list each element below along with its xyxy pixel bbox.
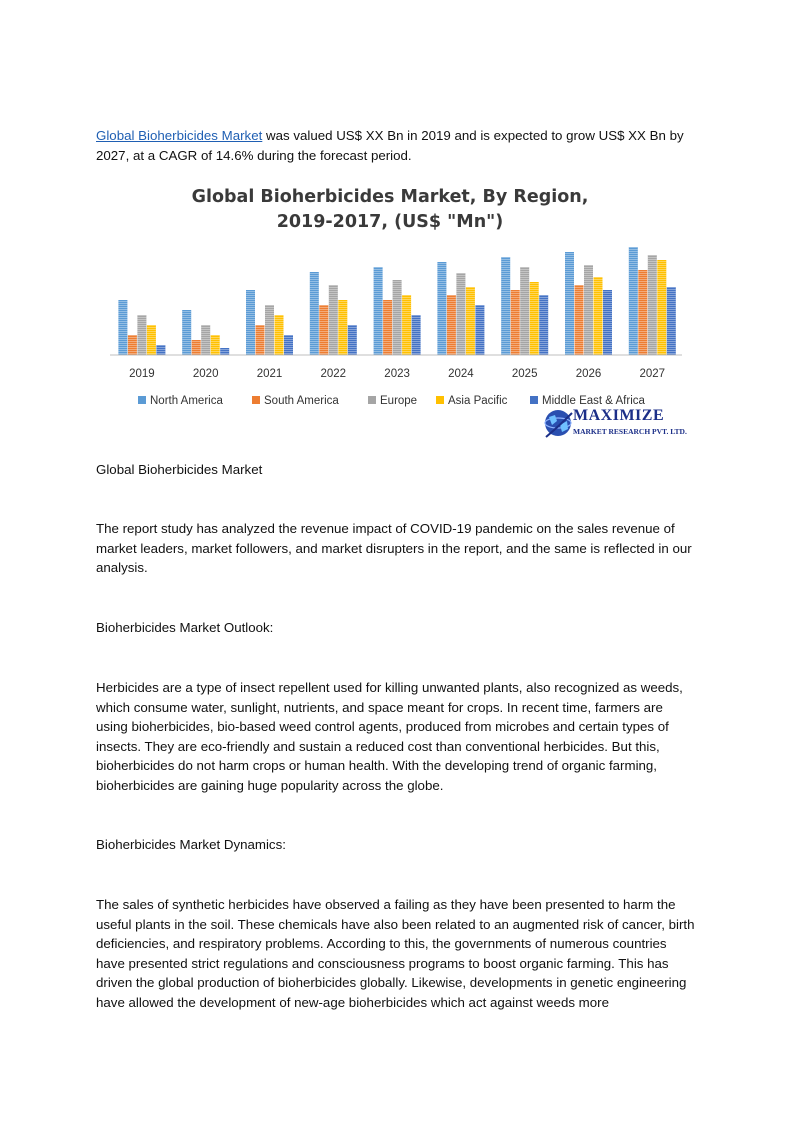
bar-texture [648,255,657,355]
bar-texture [584,265,593,355]
bar-texture [265,305,274,355]
bar-texture [638,270,647,355]
legend-label-south-america: South America [264,395,339,407]
chart-caption: Global Bioherbicides Market [96,462,263,477]
legend-swatch-middle-east-africa [530,396,538,404]
bar-texture [256,325,265,355]
legend-label-europe: Europe [380,395,418,407]
bar-texture [667,287,676,355]
chart-title-line2: 2019-2017, (US$ "Mn") [276,212,504,232]
bar-texture [275,315,284,355]
outlook-paragraph: Herbicides are a type of insect repellent used for killing unwanted plants, also recognized as weeds, which consume water, sunlight, nutrients, and space meant for crops. In recent time, farmers are using bioherbicides, bio-based weed control agents, produced from microbes and certain types of insects. They are eco-friendly and sustain a reduced cost than conventional herbicides. But this, bioherbicides do not harm crops or human health. With the developing trend of organic farming, bioherbicides are gaining huge popularity across the globe. [96,680,683,793]
legend-swatch-south-america [252,396,260,404]
bar-texture [520,267,529,355]
maximize-logo [543,405,703,447]
bar-texture [565,252,574,355]
x-tick-2024: 2024 [448,368,474,380]
x-tick-2020: 2020 [192,368,219,380]
bar-texture [192,340,201,355]
x-tick-2022: 2022 [320,368,347,380]
bar-texture [412,315,421,355]
x-tick-2025: 2025 [511,368,538,380]
outlook-heading: Bioherbicides Market Outlook: [96,620,274,635]
bar-texture [348,325,357,355]
bar-texture [319,305,328,355]
bar-texture [338,300,347,355]
bar-texture [501,257,510,355]
bar-chart [100,178,700,448]
globe-icon [543,407,573,441]
bar-texture [147,325,156,355]
bars-group [118,247,675,355]
bar-texture [603,290,612,355]
bar-texture [575,285,584,355]
bar-texture [437,262,446,355]
intro-paragraph [96,126,696,165]
legend-swatch-europe [368,396,376,404]
bar-texture [383,300,392,355]
legend-label-middle-east-africa: Middle East & Africa [542,395,645,407]
bar-texture [530,282,539,355]
x-tick-2021: 2021 [256,368,283,380]
bar-texture [128,335,137,355]
bar-texture [284,335,293,355]
bar-texture [466,287,475,355]
x-tick-2019: 2019 [129,368,155,380]
bar-texture [310,272,319,355]
market-link[interactable]: Global Bioherbicides Market [96,128,263,143]
x-tick-2026: 2026 [575,368,602,380]
bar-texture [118,300,127,355]
bar-texture [156,345,165,355]
dynamics-paragraph: The sales of synthetic herbicides have observed a failing as they have been presented to harm the useful plants in the soil. These chemicals have also been related to an augmented risk of cancer, birth deficiencies, and respiratory problems. According to this, the governments of numerous countries have presented strict regulations and consciousness programs to boost organic farming. This has driven the global production of bioherbicides globally. Likewise, developments in genetic engineering have allowed the development of new-age bioherbicides which act against weeds more [96,897,695,1010]
bar-texture [220,348,229,355]
bar-texture [182,310,191,355]
bar-texture [539,295,548,355]
bar-texture [329,285,338,355]
bar-texture [456,273,465,355]
bar-texture [374,267,383,355]
bar-texture [137,315,146,355]
logo-tagline: MARKET RESEARCH PVT. LTD. [573,427,687,436]
legend-label-north-america: North America [150,395,223,407]
bar-texture [511,290,520,355]
bar-texture [393,280,402,355]
x-tick-labels [129,368,665,380]
bar-texture [447,295,456,355]
bar-texture [201,325,210,355]
bar-texture [211,335,220,355]
legend-swatch-asia-pacific [436,396,444,404]
x-tick-2027: 2027 [639,368,666,380]
bar-texture [594,277,603,355]
bar-texture [475,305,484,355]
bar-texture [402,295,411,355]
covid-paragraph: The report study has analyzed the revenue impact of COVID-19 pandemic on the sales revenue of market leaders, market followers, and market disrupters in the report, and the same is reflected in our analysis. [96,521,692,575]
logo-name: MAXIMIZE [573,407,665,424]
chart-title-line1: Global Bioherbicides Market, By Region, [191,187,589,207]
x-tick-2023: 2023 [384,368,410,380]
bar-texture [657,260,666,355]
bar-texture [629,247,638,355]
intro-text: was valued US$ XX Bn in 2019 and is expected to grow US$ XX Bn by 2027, at a CAGR of 14.6% during the forecast period. [96,128,684,163]
dynamics-heading: Bioherbicides Market Dynamics: [96,837,286,852]
bar-texture [246,290,255,355]
legend-swatch-north-america [138,396,146,404]
legend-label-asia-pacific: Asia Pacific [448,395,508,407]
